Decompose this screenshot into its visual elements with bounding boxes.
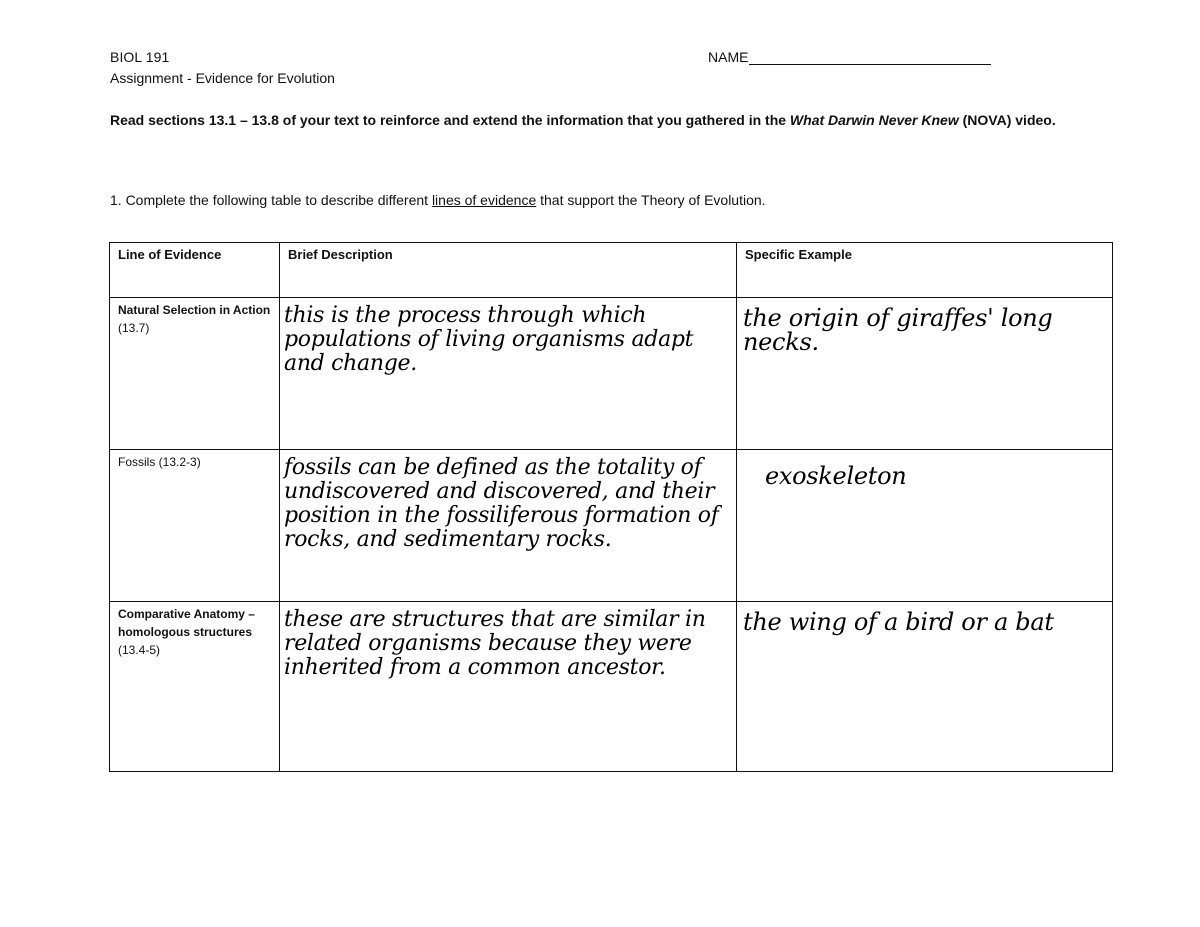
- example-cell[interactable]: [737, 298, 1113, 450]
- question-1: [110, 192, 766, 208]
- evidence-label-fossils: [110, 450, 280, 602]
- description-cell[interactable]: [280, 450, 737, 602]
- handwritten-description: these are structures that are similar in related organisms because they were inherited from a common ancestor.: [284, 607, 706, 680]
- evidence-label-comparative-anatomy: [110, 602, 280, 772]
- reading-instructions: [110, 110, 1070, 131]
- table-row: [110, 298, 1113, 450]
- label-section: Fossils (13.2-3): [118, 455, 201, 469]
- name-underline: [749, 49, 991, 65]
- question-text-after: that support the Theory of Evolution.: [536, 192, 766, 208]
- label-section: (13.7): [118, 321, 150, 335]
- example-cell[interactable]: [737, 602, 1113, 772]
- description-cell[interactable]: [280, 602, 737, 772]
- name-label: NAME: [708, 49, 749, 65]
- header-brief-description: Brief Description: [280, 243, 737, 298]
- question-text-before: 1. Complete the following table to describe different: [110, 192, 432, 208]
- handwritten-example: exoskeleton: [765, 462, 907, 490]
- label-bold: Natural Selection in Action: [118, 303, 271, 317]
- instructions-text-after: (NOVA) video.: [958, 112, 1056, 128]
- assignment-title: Assignment - Evidence for Evolution: [110, 70, 335, 86]
- label-section: (13.4-5): [118, 643, 161, 657]
- handwritten-example: the wing of a bird or a bat: [743, 608, 1054, 636]
- label-bold: Comparative Anatomy – homologous structures: [118, 607, 255, 639]
- evidence-label-natural-selection: [110, 298, 280, 450]
- instructions-text-before: Read sections 13.1 – 13.8 of your text to reinforce and extend the information that you gathered in the: [110, 112, 790, 128]
- handwritten-description: this is the process through which populations of living organisms adapt and change.: [284, 303, 694, 376]
- evidence-table: [109, 242, 1113, 772]
- table-header-row: [110, 243, 1113, 298]
- description-cell[interactable]: [280, 298, 737, 450]
- video-title: What Darwin Never Knew: [789, 112, 959, 128]
- question-underlined-term: lines of evidence: [431, 192, 537, 208]
- table-row: [110, 450, 1113, 602]
- handwritten-example: the origin of giraffes' long necks.: [743, 304, 1053, 356]
- table-row: [110, 602, 1113, 772]
- handwritten-description: fossils can be defined as the totality of undiscovered and discovered, and their position in the fossiliferous formation of rocks, and sedimentary rocks.: [284, 455, 719, 552]
- course-code: BIOL 191: [110, 49, 170, 65]
- example-cell[interactable]: [737, 450, 1113, 602]
- header-specific-example: Specific Example: [737, 243, 1113, 298]
- header-line-of-evidence: Line of Evidence: [110, 243, 280, 298]
- name-field: [708, 49, 991, 65]
